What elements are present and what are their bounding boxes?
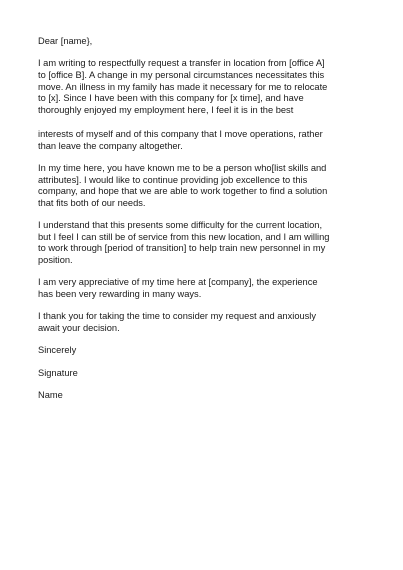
paragraph-line: await your decision.	[38, 322, 120, 333]
paragraph-line: interests of myself and of this company that I move operations, rather	[38, 128, 323, 139]
paragraph-line: that fits both of our needs.	[38, 197, 146, 208]
paragraph-line: position.	[38, 254, 73, 265]
signature: Signature	[38, 367, 78, 378]
paragraph-line: I am very appreciative of my time here at [company], the experience	[38, 277, 318, 288]
paragraph-line: I thank you for taking the time to consider my request and anxiously	[38, 311, 317, 322]
paragraph-line: I am writing to respectfully request a transfer in location from [office A]	[38, 58, 325, 69]
paragraph-line: attributes]. I would like to continue providing job excellence to this	[38, 174, 308, 185]
paragraph-line: than leave the company altogether.	[38, 140, 183, 151]
paragraph-line: to [x]. Since I have been with this company for [x time], and have	[38, 93, 304, 104]
paragraph-appreciation	[38, 277, 368, 300]
paragraph-line: has been very rewarding in many ways.	[38, 288, 202, 299]
paragraph-line: to work through [period of transition] to help train new personnel in my	[38, 243, 326, 254]
paragraph-skills	[38, 163, 368, 209]
paragraph-line: to [office B]. A change in my personal circumstances necessitates this	[38, 69, 325, 80]
paragraph-thanks	[38, 311, 368, 334]
paragraph-line: company, and hope that we are able to work together to find a solution	[38, 186, 328, 197]
sender-name: Name	[38, 390, 63, 401]
closing: Sincerely	[38, 345, 77, 356]
paragraph-difficulty	[38, 220, 368, 266]
salutation: Dear [name},	[38, 36, 93, 46]
paragraph-line: In my time here, you have known me to be a person who[list skills and	[38, 162, 327, 173]
letter-page	[38, 36, 368, 402]
paragraph-line: but I feel I can still be of service from this new location, and I am willing	[38, 231, 330, 242]
paragraph-line: I understand that this presents some difficulty for the current location,	[38, 220, 323, 231]
paragraph-request	[38, 58, 368, 116]
paragraph-line: move. An illness in my family has made it necessary for me to relocate	[38, 81, 328, 92]
paragraph-interests	[38, 129, 368, 152]
paragraph-line: thoroughly enjoyed my employment here, I feel it is in the best	[38, 104, 294, 115]
